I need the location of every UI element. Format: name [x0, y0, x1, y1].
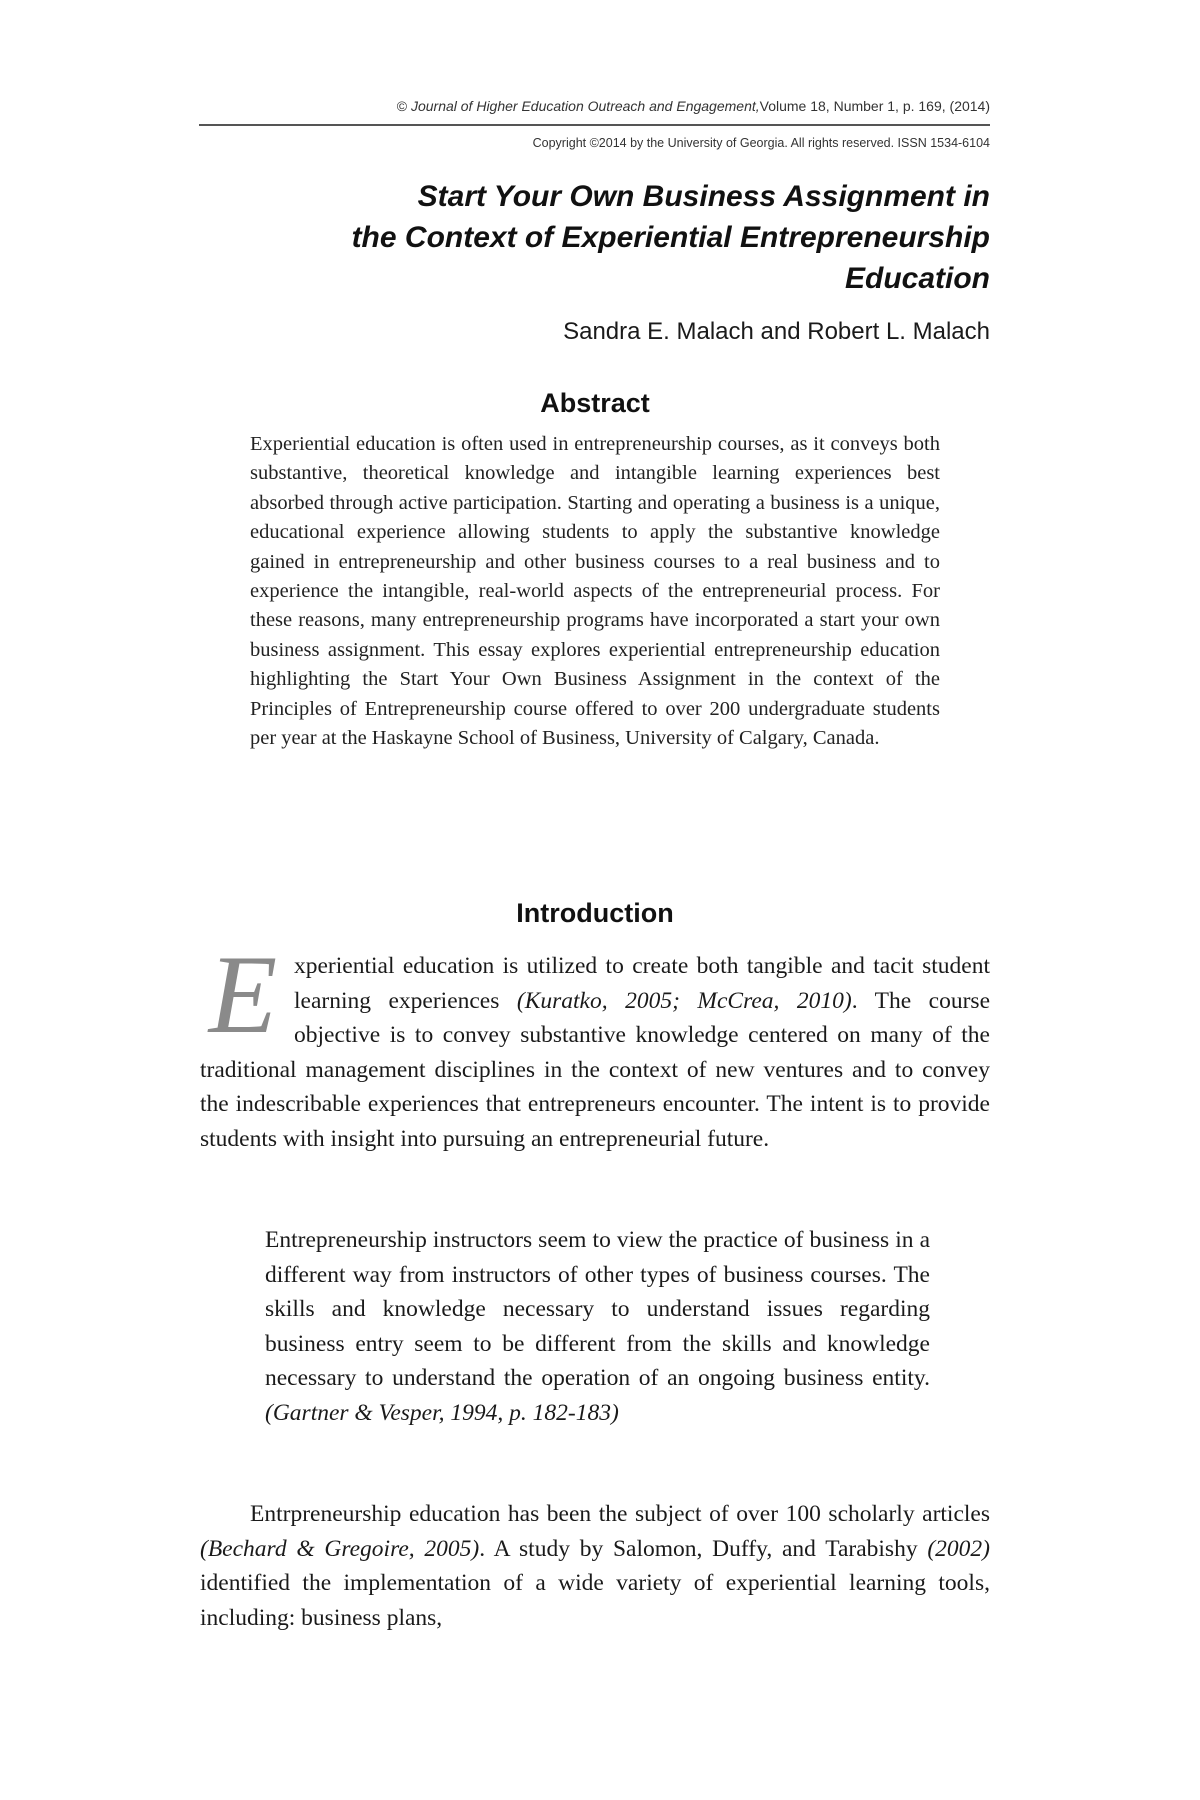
intro-text-part: . The course objective is to convey substantive knowledge centered on many of the traditional management disciplines in the context of new ventures and to convey the indescribable experiences that entrepreneurs encounter. The intent is to provide students with insight into pursuing an entrepreneurial future.	[200, 987, 991, 1152]
abstract-heading: Abstract	[540, 388, 650, 418]
body-text-part: identified the implementation of a wide variety of experiential learning tools, including: business plans,	[200, 1570, 990, 1631]
title-line: Start Your Own Business Assignment in	[417, 180, 990, 213]
copyright-line: Copyright ©2014 by the University of Georgia. All rights reserved. ISSN 1534-6104	[532, 136, 990, 150]
body-text-part: . A study by Salomon, Duffy, and Tarabishy	[479, 1535, 928, 1562]
citation: (2002)	[927, 1535, 990, 1562]
copyright-symbol: ©	[396, 98, 408, 114]
citation: (Kuratko, 2005; McCrea, 2010)	[516, 987, 852, 1014]
article-authors: Sandra E. Malach and Robert L. Malach	[563, 318, 990, 345]
intro-text-part: xperiential education is utilized to create both tangible and tacit student learning experiences	[294, 953, 990, 1014]
citation: (Bechard & Gregoire, 2005)	[200, 1535, 480, 1562]
quote-citation: (Gartner & Vesper, 1994, p. 182-183)	[265, 1399, 619, 1426]
abstract-text: Experiential education is often used in entrepreneurship courses, as it conveys both substantive, theoretical knowledge and intangible learning experiences best absorbed through active participation. Starting and operating a business is a unique, educational experience allowing students to apply the substantive knowledge gained in entrepreneurship and other business courses to a real business and to experience the intangible, real-world aspects of the entrepreneurial process. For these reasons, many entrepreneurship programs have incorporated a start your own business assignment. This essay explores experiential entrepreneurship education highlighting the Start Your Own Business Assignment in the context of the Principles of Entrepreneurship course offered to over 200 undergraduate students per year at the Haskayne School of Business, University of Calgary, Canada.	[250, 433, 940, 750]
body-text-part: Entrpreneurship education has been the subject of over 100 scholarly articles	[250, 1501, 990, 1527]
title-line: Education	[844, 262, 990, 295]
article-title	[200, 176, 990, 299]
drop-cap: E	[208, 933, 278, 1057]
journal-volume-info: Volume 18, Number 1, p. 169, (2014)	[759, 98, 990, 114]
header-divider	[199, 124, 990, 126]
introduction-paragraph	[200, 933, 991, 1157]
introduction-heading: Introduction	[516, 898, 674, 928]
block-quote	[265, 1223, 930, 1431]
body-paragraph	[200, 1497, 990, 1635]
title-line: the Context of Experiential Entrepreneurship	[351, 221, 990, 254]
journal-citation-line	[200, 98, 990, 114]
quote-text: Entrepreneurship instructors seem to view the practice of business in a different way from instructors of other types of business courses. The skills and knowledge necessary to understand issues regarding business entry seem to be different from the skills and knowledge necessary to understand the operation of an ongoing business entity.	[265, 1227, 930, 1392]
journal-name: Journal of Higher Education Outreach and Engagement,	[410, 98, 760, 114]
